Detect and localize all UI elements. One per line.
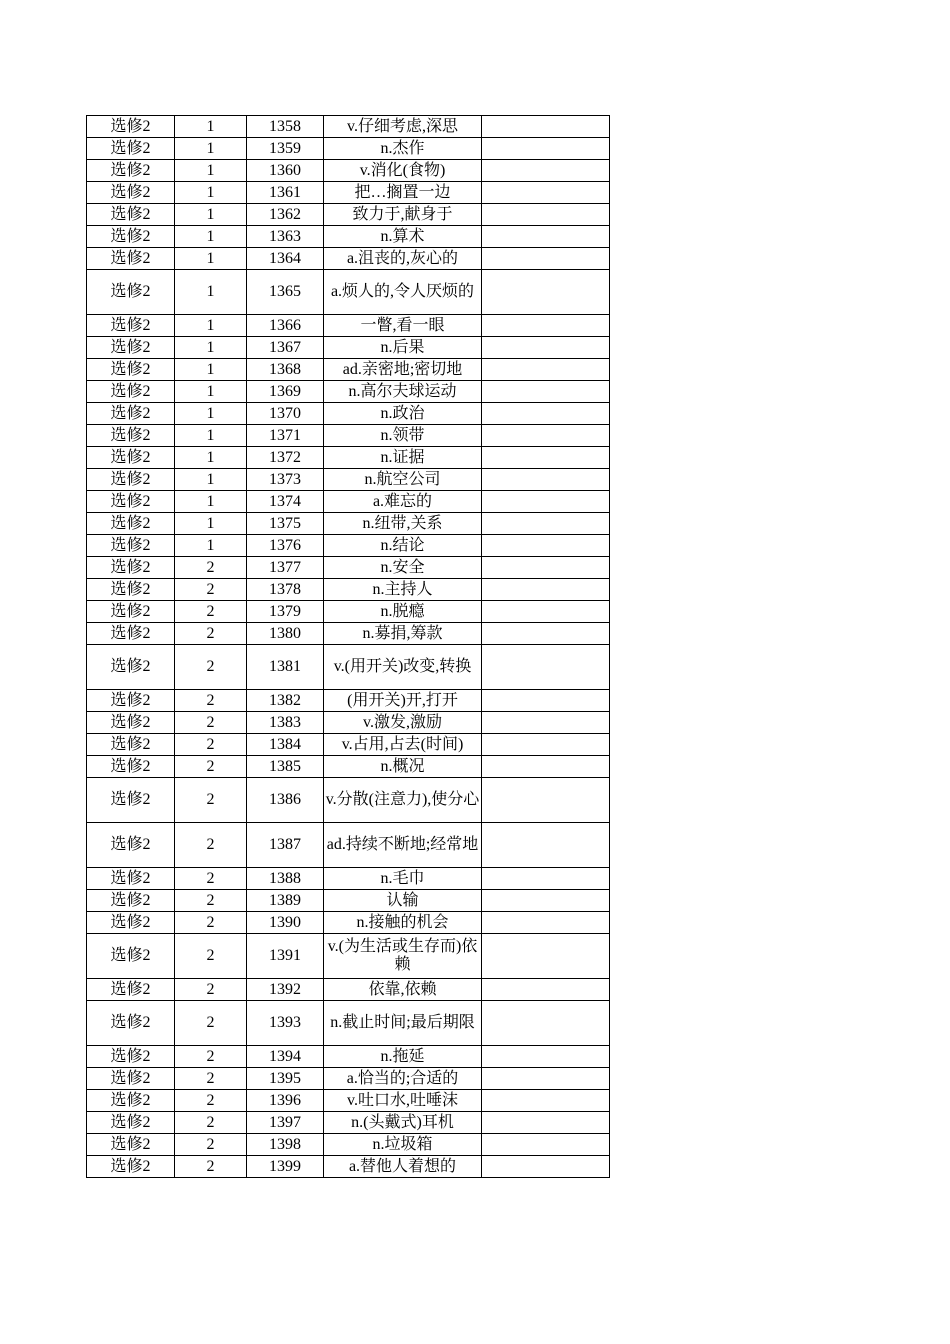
note-cell [482,1156,610,1178]
unit-cell: 1 [175,116,247,138]
number-cell: 1388 [247,868,324,890]
meaning-cell: n.概况 [324,756,482,778]
meaning-cell: 依靠,依赖 [324,979,482,1001]
table-row [87,823,610,868]
meaning-cell: n.算术 [324,226,482,248]
meaning-cell: v.激发,激励 [324,712,482,734]
table-row [87,868,610,890]
unit-cell: 2 [175,734,247,756]
table-row [87,160,610,182]
table-row [87,756,610,778]
number-cell: 1381 [247,645,324,690]
meaning-cell: 一瞥,看一眼 [324,315,482,337]
meaning-cell: n.主持人 [324,579,482,601]
note-cell [482,868,610,890]
unit-cell: 2 [175,645,247,690]
note-cell [482,160,610,182]
course-cell: 选修2 [87,623,175,645]
number-cell: 1359 [247,138,324,160]
meaning-cell: n.脱瘾 [324,601,482,623]
unit-cell: 2 [175,623,247,645]
number-cell: 1380 [247,623,324,645]
meaning-cell: a.替他人着想的 [324,1156,482,1178]
note-cell [482,138,610,160]
course-cell: 选修2 [87,204,175,226]
note-cell [482,979,610,1001]
note-cell [482,270,610,315]
unit-cell: 1 [175,469,247,491]
number-cell: 1361 [247,182,324,204]
course-cell: 选修2 [87,535,175,557]
unit-cell: 2 [175,712,247,734]
note-cell [482,734,610,756]
number-cell: 1392 [247,979,324,1001]
note-cell [482,601,610,623]
meaning-cell: n.航空公司 [324,469,482,491]
unit-cell: 2 [175,557,247,579]
table-row [87,116,610,138]
course-cell: 选修2 [87,557,175,579]
course-cell: 选修2 [87,1068,175,1090]
number-cell: 1395 [247,1068,324,1090]
meaning-cell: 把…搁置一边 [324,182,482,204]
number-cell: 1374 [247,491,324,513]
unit-cell: 2 [175,601,247,623]
number-cell: 1382 [247,690,324,712]
table-row [87,447,610,469]
table-row [87,469,610,491]
unit-cell: 1 [175,315,247,337]
unit-cell: 2 [175,1046,247,1068]
unit-cell: 1 [175,270,247,315]
unit-cell: 2 [175,823,247,868]
course-cell: 选修2 [87,359,175,381]
meaning-cell: n.后果 [324,337,482,359]
table-row [87,425,610,447]
unit-cell: 1 [175,337,247,359]
number-cell: 1384 [247,734,324,756]
note-cell [482,116,610,138]
course-cell: 选修2 [87,270,175,315]
table-row [87,381,610,403]
unit-cell: 2 [175,1090,247,1112]
note-cell [482,1068,610,1090]
table-row [87,557,610,579]
unit-cell: 1 [175,182,247,204]
table-row [87,1134,610,1156]
note-cell [482,491,610,513]
course-cell: 选修2 [87,425,175,447]
note-cell [482,315,610,337]
table-row [87,359,610,381]
note-cell [482,204,610,226]
note-cell [482,226,610,248]
table-row [87,979,610,1001]
course-cell: 选修2 [87,182,175,204]
unit-cell: 2 [175,690,247,712]
course-cell: 选修2 [87,381,175,403]
meaning-cell: a.难忘的 [324,491,482,513]
number-cell: 1362 [247,204,324,226]
unit-cell: 1 [175,491,247,513]
unit-cell: 2 [175,756,247,778]
note-cell [482,1090,610,1112]
course-cell: 选修2 [87,491,175,513]
number-cell: 1399 [247,1156,324,1178]
meaning-cell: n.结论 [324,535,482,557]
course-cell: 选修2 [87,934,175,979]
unit-cell: 1 [175,403,247,425]
meaning-cell: n.高尔夫球运动 [324,381,482,403]
course-cell: 选修2 [87,1112,175,1134]
note-cell [482,557,610,579]
table-row [87,138,610,160]
number-cell: 1397 [247,1112,324,1134]
number-cell: 1396 [247,1090,324,1112]
table-row [87,912,610,934]
note-cell [482,447,610,469]
unit-cell: 2 [175,890,247,912]
meaning-cell: a.烦人的,令人厌烦的 [324,270,482,315]
meaning-cell: v.分散(注意力),使分心 [324,778,482,823]
number-cell: 1371 [247,425,324,447]
course-cell: 选修2 [87,712,175,734]
table-row [87,248,610,270]
course-cell: 选修2 [87,601,175,623]
number-cell: 1365 [247,270,324,315]
course-cell: 选修2 [87,690,175,712]
table-row [87,579,610,601]
table-row [87,337,610,359]
meaning-cell: n.垃圾箱 [324,1134,482,1156]
note-cell [482,248,610,270]
meaning-cell: v.消化(食物) [324,160,482,182]
note-cell [482,1134,610,1156]
course-cell: 选修2 [87,645,175,690]
note-cell [482,778,610,823]
course-cell: 选修2 [87,447,175,469]
course-cell: 选修2 [87,469,175,491]
table-row [87,491,610,513]
unit-cell: 2 [175,1068,247,1090]
number-cell: 1389 [247,890,324,912]
table-row [87,403,610,425]
table-row [87,712,610,734]
note-cell [482,535,610,557]
table-row [87,513,610,535]
note-cell [482,579,610,601]
meaning-cell: v.吐口水,吐唾沫 [324,1090,482,1112]
table-row [87,1090,610,1112]
number-cell: 1379 [247,601,324,623]
note-cell [482,425,610,447]
course-cell: 选修2 [87,248,175,270]
course-cell: 选修2 [87,979,175,1001]
course-cell: 选修2 [87,579,175,601]
unit-cell: 1 [175,248,247,270]
meaning-cell: n.政治 [324,403,482,425]
unit-cell: 2 [175,1134,247,1156]
unit-cell: 2 [175,1112,247,1134]
unit-cell: 1 [175,513,247,535]
unit-cell: 1 [175,535,247,557]
table-row [87,890,610,912]
table-row [87,1156,610,1178]
number-cell: 1378 [247,579,324,601]
note-cell [482,403,610,425]
course-cell: 选修2 [87,734,175,756]
number-cell: 1377 [247,557,324,579]
note-cell [482,712,610,734]
unit-cell: 1 [175,204,247,226]
course-cell: 选修2 [87,513,175,535]
number-cell: 1387 [247,823,324,868]
number-cell: 1386 [247,778,324,823]
meaning-cell: n.领带 [324,425,482,447]
course-cell: 选修2 [87,890,175,912]
meaning-cell: n.接触的机会 [324,912,482,934]
unit-cell: 2 [175,1156,247,1178]
note-cell [482,1112,610,1134]
table-row [87,690,610,712]
note-cell [482,337,610,359]
vocabulary-table [86,115,610,1178]
note-cell [482,890,610,912]
note-cell [482,182,610,204]
unit-cell: 1 [175,447,247,469]
meaning-cell: n.杰作 [324,138,482,160]
table-row [87,601,610,623]
unit-cell: 2 [175,1001,247,1046]
unit-cell: 1 [175,160,247,182]
unit-cell: 2 [175,778,247,823]
course-cell: 选修2 [87,160,175,182]
course-cell: 选修2 [87,756,175,778]
number-cell: 1366 [247,315,324,337]
unit-cell: 1 [175,381,247,403]
note-cell [482,513,610,535]
number-cell: 1398 [247,1134,324,1156]
note-cell [482,381,610,403]
table-row [87,778,610,823]
note-cell [482,912,610,934]
number-cell: 1369 [247,381,324,403]
number-cell: 1375 [247,513,324,535]
number-cell: 1360 [247,160,324,182]
number-cell: 1370 [247,403,324,425]
note-cell [482,823,610,868]
meaning-cell: n.毛巾 [324,868,482,890]
table-row [87,226,610,248]
table-row [87,1046,610,1068]
meaning-cell: v.占用,占去(时间) [324,734,482,756]
number-cell: 1376 [247,535,324,557]
meaning-cell: n.募捐,筹款 [324,623,482,645]
number-cell: 1367 [247,337,324,359]
meaning-cell: v.(为生活或生存而)依赖 [324,934,482,979]
meaning-cell: n.截止时间;最后期限 [324,1001,482,1046]
table-row [87,182,610,204]
course-cell: 选修2 [87,1046,175,1068]
table-row [87,934,610,979]
number-cell: 1385 [247,756,324,778]
note-cell [482,756,610,778]
unit-cell: 2 [175,868,247,890]
note-cell [482,934,610,979]
course-cell: 选修2 [87,868,175,890]
course-cell: 选修2 [87,778,175,823]
unit-cell: 2 [175,912,247,934]
course-cell: 选修2 [87,1001,175,1046]
course-cell: 选修2 [87,315,175,337]
note-cell [482,469,610,491]
meaning-cell: ad.亲密地;密切地 [324,359,482,381]
meaning-cell: 致力于,献身于 [324,204,482,226]
note-cell [482,1001,610,1046]
table-row [87,535,610,557]
number-cell: 1373 [247,469,324,491]
note-cell [482,690,610,712]
table-row [87,1068,610,1090]
unit-cell: 1 [175,138,247,160]
course-cell: 选修2 [87,116,175,138]
meaning-cell: ad.持续不断地;经常地 [324,823,482,868]
number-cell: 1358 [247,116,324,138]
table-row [87,315,610,337]
number-cell: 1394 [247,1046,324,1068]
table-row [87,1112,610,1134]
course-cell: 选修2 [87,403,175,425]
meaning-cell: a.恰当的;合适的 [324,1068,482,1090]
note-cell [482,1046,610,1068]
number-cell: 1390 [247,912,324,934]
note-cell [482,623,610,645]
number-cell: 1363 [247,226,324,248]
table-row [87,204,610,226]
meaning-cell: n.安全 [324,557,482,579]
note-cell [482,359,610,381]
table-row [87,734,610,756]
meaning-cell: n.(头戴式)耳机 [324,1112,482,1134]
course-cell: 选修2 [87,226,175,248]
course-cell: 选修2 [87,1134,175,1156]
table-row [87,1001,610,1046]
table-row [87,270,610,315]
unit-cell: 1 [175,226,247,248]
number-cell: 1383 [247,712,324,734]
unit-cell: 2 [175,579,247,601]
meaning-cell: n.拖延 [324,1046,482,1068]
course-cell: 选修2 [87,912,175,934]
unit-cell: 1 [175,359,247,381]
meaning-cell: v.(用开关)改变,转换 [324,645,482,690]
meaning-cell: 认输 [324,890,482,912]
number-cell: 1393 [247,1001,324,1046]
course-cell: 选修2 [87,337,175,359]
course-cell: 选修2 [87,823,175,868]
number-cell: 1364 [247,248,324,270]
note-cell [482,645,610,690]
meaning-cell: (用开关)开,打开 [324,690,482,712]
number-cell: 1391 [247,934,324,979]
meaning-cell: n.纽带,关系 [324,513,482,535]
number-cell: 1368 [247,359,324,381]
unit-cell: 2 [175,934,247,979]
course-cell: 选修2 [87,1090,175,1112]
course-cell: 选修2 [87,1156,175,1178]
meaning-cell: n.证据 [324,447,482,469]
number-cell: 1372 [247,447,324,469]
meaning-cell: a.沮丧的,灰心的 [324,248,482,270]
unit-cell: 1 [175,425,247,447]
meaning-cell: v.仔细考虑,深思 [324,116,482,138]
course-cell: 选修2 [87,138,175,160]
unit-cell: 2 [175,979,247,1001]
table-row [87,623,610,645]
table-row [87,645,610,690]
